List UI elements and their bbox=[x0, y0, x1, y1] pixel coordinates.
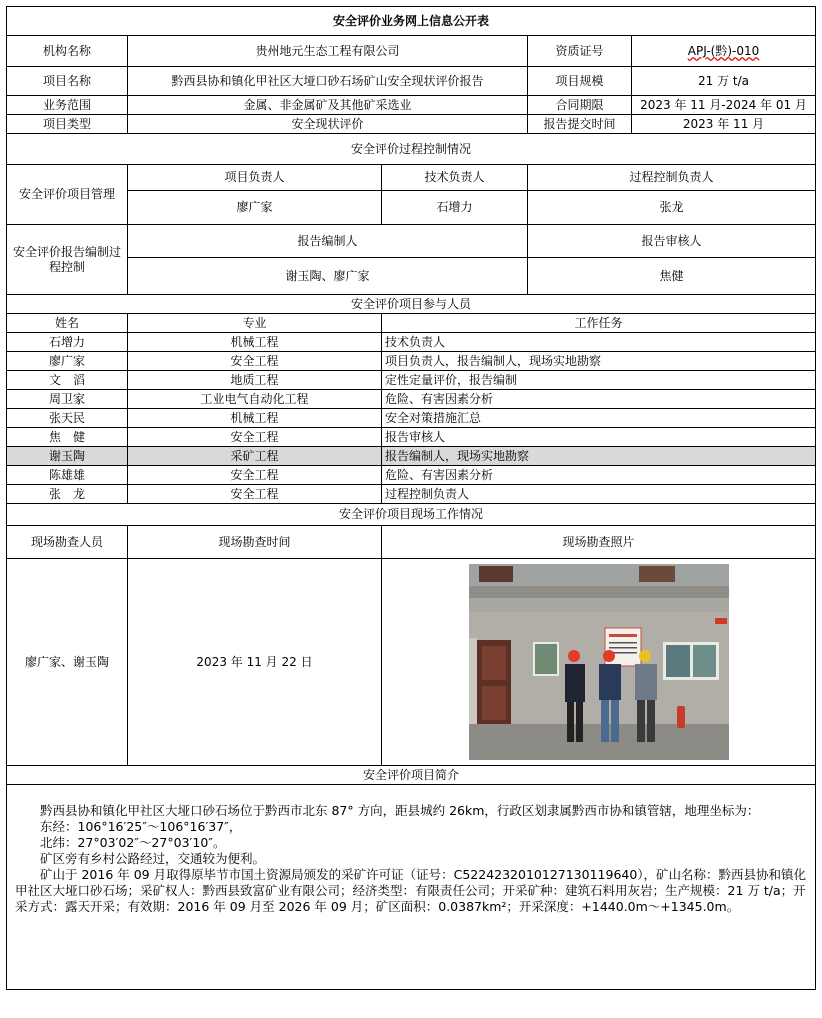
staff-name: 周卫家 bbox=[7, 390, 128, 409]
site-time-label: 现场勘查时间 bbox=[128, 526, 382, 559]
table-row bbox=[7, 428, 816, 447]
table-row-highlighted bbox=[7, 447, 816, 466]
cert-value bbox=[632, 36, 816, 67]
scope-label: 业务范围 bbox=[7, 96, 128, 115]
site-photo-image bbox=[469, 564, 729, 760]
staff-name: 张天民 bbox=[7, 409, 128, 428]
staff-major: 安全工程 bbox=[128, 428, 382, 447]
intro-latitude: 北纬：27°03′02″～27°03′10″。 bbox=[40, 835, 226, 850]
tech-label: 技术负责人 bbox=[382, 165, 528, 191]
staff-major: 安全工程 bbox=[128, 352, 382, 371]
staff-task: 危险、有害因素分析 bbox=[382, 466, 816, 485]
period-value: 2023 年 11 月-2024 年 01 月 bbox=[632, 96, 816, 115]
staff-major: 地质工程 bbox=[128, 371, 382, 390]
staff-task: 定性定量评价，报告编制 bbox=[382, 371, 816, 390]
staff-header-major: 专业 bbox=[128, 314, 382, 333]
intro-traffic: 矿区旁有乡村公路经过，交通较为便利。 bbox=[40, 851, 266, 866]
staff-header-task: 工作任务 bbox=[382, 314, 816, 333]
staff-name: 谢玉陶 bbox=[7, 447, 128, 466]
org-value: 贵州地元生态工程有限公司 bbox=[128, 36, 528, 67]
staff-name: 文 滔 bbox=[7, 371, 128, 390]
table-row bbox=[7, 352, 816, 371]
intro-body bbox=[7, 785, 816, 990]
report-label: 安全评价报告编制过程控制 bbox=[7, 225, 128, 295]
staff-section-title: 安全评价项目参与人员 bbox=[7, 295, 816, 314]
reviewer-value: 焦健 bbox=[528, 258, 816, 295]
staff-name: 焦 健 bbox=[7, 428, 128, 447]
staff-major: 机械工程 bbox=[128, 333, 382, 352]
site-people-label: 现场勘查人员 bbox=[7, 526, 128, 559]
staff-name: 廖广家 bbox=[7, 352, 128, 371]
staff-task: 安全对策措施汇总 bbox=[382, 409, 816, 428]
scale-label: 项目规模 bbox=[528, 67, 632, 96]
staff-name: 张 龙 bbox=[7, 485, 128, 504]
tech-value: 石增力 bbox=[382, 191, 528, 225]
site-photo-cell bbox=[382, 559, 816, 766]
site-people-value: 廖广家、谢玉陶 bbox=[7, 559, 128, 766]
cert-label: 资质证号 bbox=[528, 36, 632, 67]
staff-name: 石增力 bbox=[7, 333, 128, 352]
cert-number: APJ-(黔)-010 bbox=[687, 43, 760, 58]
table-row bbox=[7, 466, 816, 485]
pm-label: 项目负责人 bbox=[128, 165, 382, 191]
staff-task: 报告审核人 bbox=[382, 428, 816, 447]
staff-major: 工业电气自动化工程 bbox=[128, 390, 382, 409]
doc-title: 安全评价业务网上信息公开表 bbox=[7, 7, 816, 36]
site-time-value: 2023 年 11 月 22 日 bbox=[128, 559, 382, 766]
writer-label: 报告编制人 bbox=[128, 225, 528, 258]
staff-task: 报告编制人，现场实地勘察 bbox=[382, 447, 816, 466]
staff-name: 陈雄雄 bbox=[7, 466, 128, 485]
intro-paragraph: 黔西县协和镇化甲社区大垭口砂石场位于黔西市北东 87° 方向，距县城约 26km，行政区划隶属黔西市协和镇管辖，地理坐标为： bbox=[40, 803, 760, 818]
writer-value: 谢玉陶、廖广家 bbox=[128, 258, 528, 295]
period-label: 合同期限 bbox=[528, 96, 632, 115]
table-row bbox=[7, 333, 816, 352]
site-photo-label: 现场勘查照片 bbox=[382, 526, 816, 559]
staff-major: 安全工程 bbox=[128, 485, 382, 504]
table-row bbox=[7, 409, 816, 428]
staff-task: 项目负责人，报告编制人，现场实地勘察 bbox=[382, 352, 816, 371]
site-section-title: 安全评价项目现场工作情况 bbox=[7, 504, 816, 526]
staff-major: 采矿工程 bbox=[128, 447, 382, 466]
reviewer-label: 报告审核人 bbox=[528, 225, 816, 258]
type-label: 项目类型 bbox=[7, 115, 128, 134]
staff-task: 过程控制负责人 bbox=[382, 485, 816, 504]
submit-value: 2023 年 11 月 bbox=[632, 115, 816, 134]
org-label: 机构名称 bbox=[7, 36, 128, 67]
intro-longitude: 东经：106°16′25″～106°16′37″， bbox=[40, 819, 242, 834]
process-section-title: 安全评价过程控制情况 bbox=[7, 134, 816, 165]
site-photo bbox=[469, 564, 729, 760]
staff-major: 机械工程 bbox=[128, 409, 382, 428]
project-label: 项目名称 bbox=[7, 67, 128, 96]
project-value: 黔西县协和镇化甲社区大垭口砂石场矿山安全现状评价报告 bbox=[128, 67, 528, 96]
table-row bbox=[7, 485, 816, 504]
mgmt-label: 安全评价项目管理 bbox=[7, 165, 128, 225]
table-row bbox=[7, 371, 816, 390]
staff-task: 技术负责人 bbox=[382, 333, 816, 352]
intro-section-title: 安全评价项目简介 bbox=[7, 766, 816, 785]
staff-task: 危险、有害因素分析 bbox=[382, 390, 816, 409]
scale-value: 21 万 t/a bbox=[632, 67, 816, 96]
staff-header-name: 姓名 bbox=[7, 314, 128, 333]
type-value: 安全现状评价 bbox=[128, 115, 528, 134]
pm-value: 廖广家 bbox=[128, 191, 382, 225]
table-row bbox=[7, 390, 816, 409]
ctrl-label: 过程控制负责人 bbox=[528, 165, 816, 191]
staff-major: 安全工程 bbox=[128, 466, 382, 485]
intro-license: 矿山于 2016 年 09 月取得原毕节市国土资源局颁发的采矿许可证（证号：C5224232010127130119640），矿山名称：黔西县协和镇化甲社区大垭口砂石场；采矿权人：黔西县致富矿业有限公司；经济类型：有限责任公司；开采矿种：建筑石料用灰岩；生产规模：21 万 t/a；开采方式：露天开采；有效期：2016 年 09 月至 2026 年 09 月；矿区面积：0.0387km²；开采深度：+1440.0m～+1345.0m。 bbox=[15, 867, 807, 914]
submit-label: 报告提交时间 bbox=[528, 115, 632, 134]
disclosure-table bbox=[6, 6, 816, 990]
ctrl-value: 张龙 bbox=[528, 191, 816, 225]
scope-value: 金属、非金属矿及其他矿采选业 bbox=[128, 96, 528, 115]
